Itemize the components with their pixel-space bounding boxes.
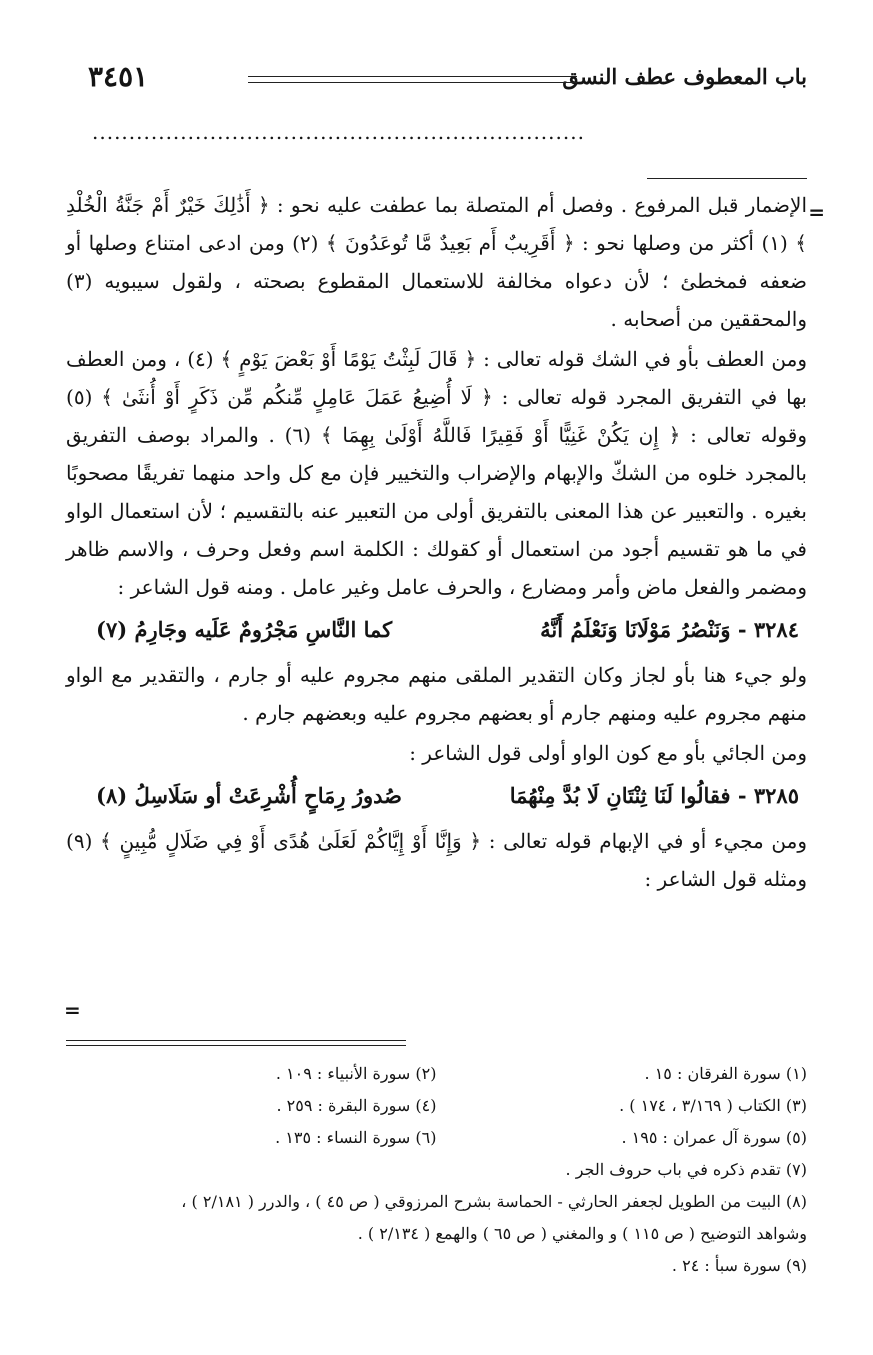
dotted-separator: ................................................................... xyxy=(92,120,585,144)
main-text xyxy=(66,186,807,898)
verse-3284-number: ٣٢٨٤ - xyxy=(737,617,799,642)
paragraph-5: ومن مجيء أو في الإبهام قوله تعالى : ﴿ وَإِنَّا أَوْ إِيَّاكُمْ لَعَلَىٰ هُدًى أَوْ فِي ضَلَالٍ مُّبِينٍ ﴾ (٩) ومثله قول الشاعر : xyxy=(66,829,807,891)
paragraph-1: الإضمار قبل المرفوع . وفصل أم المتصلة بما عطفت عليه نحو : ﴿ أَذَٰلِكَ خَيْرٌ أَمْ جَنَّةُ الْخُلْدِ ﴾ (١) أكثر من وصلها نحو : ﴿ أَقَرِيبٌ أَم بَعِيدٌ مَّا تُوعَدُونَ ﴾ (٢) ومن ادعى امتناع وصلها أو ضعفه فمخطئ ؛ لأن دعواه مخالفة للاستعمال المقطوع بصحته ، ولقول سيبويه (٣) والمحققين من أصحابه . xyxy=(66,193,807,331)
footnote-5: (٥) سورة آل عمران : ١٩٥ . xyxy=(621,1128,807,1147)
footnote-3: (٣) الكتاب ( ٣/١٦٩ ، ١٧٤ ) . xyxy=(619,1096,807,1115)
continuation-mark-top: = xyxy=(808,200,825,224)
paragraph-2: ومن العطف بأو في الشك قوله تعالى : ﴿ قَالَ لَبِثْتُ يَوْمًا أَوْ بَعْضَ يَوْمٍ ﴾ (٤) ، ومن العطف بها في التفريق المجرد قوله تعالى : ﴿ لَا أُضِيعُ عَمَلَ عَامِلٍ مِّنكُم مِّن ذَكَرٍ أَوْ أُنثَىٰ ﴾ (٥) وقوله تعالى : ﴿ إِن يَكُنْ غَنِيًّا أَوْ فَقِيرًا فَاللَّهُ أَوْلَىٰ بِهِمَا ﴾ (٦) . والمراد بوصف التفريق بالمجرد خلوه من الشكّ والإبهام والإضراب والتخيير فإن مع كل واحد منهما تفريقًا مصحوبًا بغيره . والتعبير عن هذا المعنى بالتفريق أولى من التعبير عنه بالتقسيم ؛ لأن استعمال الواو في ما هو تقسيم أجود من استعمال أو كقولك : الكلمة اسم وفعل وحرف ، والاسم ظاهر ومضمر والفعل ماض وأمر ومضارع ، والحرف عامل وغير عامل . ومنه قول الشاعر : xyxy=(66,347,807,599)
page-number: ٣٤٥١ xyxy=(88,60,149,93)
verse-3285-first-hemistich xyxy=(510,776,799,816)
footnote-2: (٢) سورة الأنبياء : ١٠٩ . xyxy=(275,1064,437,1083)
verse-3285-sadr: فقالُوا لَنَا ثِنْتَانِ لَا بُدَّ مِنْهُمَا xyxy=(509,783,731,808)
verse-3284-sadr: وَنَنْصُرُ مَوْلَانَا وَنَعْلَمُ أَنَّهُ xyxy=(540,617,731,642)
footnote-row-3 xyxy=(66,1122,807,1154)
chapter-title: باب المعطوف عطف النسق xyxy=(562,64,807,89)
running-header xyxy=(88,60,807,96)
continuation-rule xyxy=(647,178,807,179)
footnote-9: (٩) سورة سبأ : ٢٤ . xyxy=(671,1256,807,1275)
header-rule xyxy=(248,76,577,83)
footnote-rule xyxy=(66,1040,406,1046)
footnote-6: (٦) سورة النساء : ١٣٥ . xyxy=(275,1128,437,1147)
footnote-4: (٤) سورة البقرة : ٢٥٩ . xyxy=(276,1096,437,1115)
paragraph-3: ولو جيء هنا بأو لجاز وكان التقدير الملقى منهم مجروم عليه أو جارم ، والتقدير مع الواو منهم مجروم عليه ومنهم جارم أو بعضهم مجروم عليه وبعضهم جارم . xyxy=(66,663,807,725)
verse-3285-ajuz: صُدورُ رِمَاحٍ أُشْرِعَتْ أو سَلَاسِلُ (٨) xyxy=(96,783,402,808)
footnote-row-1 xyxy=(66,1058,807,1090)
footnote-8-line-2: وشواهد التوضيح ( ص ١١٥ ) و والمغني ( ص ٦٥ ) والهمع ( ٢/١٣٤ ) . xyxy=(357,1224,807,1243)
footnote-row-2 xyxy=(66,1090,807,1122)
continuation-mark-bottom: = xyxy=(64,998,81,1022)
paragraph-4: ومن الجائي بأو مع كون الواو أولى قول الشاعر : xyxy=(409,741,807,765)
footnotes xyxy=(66,1058,807,1282)
footnote-7: (٧) تقدم ذكره في باب حروف الجر . xyxy=(565,1160,807,1179)
footnote-8-line-1: (٨) البيت من الطويل لجعفر الحارثي - الحماسة بشرح المرزوقي ( ص ٤٥ ) ، والدرر ( ٢/١٨١ ) ، xyxy=(181,1192,807,1211)
footnote-1: (١) سورة الفرقان : ١٥ . xyxy=(644,1064,807,1083)
verse-3284 xyxy=(66,610,807,650)
verse-3284-first-hemistich xyxy=(540,610,799,650)
verse-3284-ajuz: كما النَّاسِ مَجْرُومٌ عَلَيه وجَارِمُ (٧) xyxy=(96,617,393,642)
verse-3285 xyxy=(66,776,807,816)
verse-3285-number: ٣٢٨٥ - xyxy=(737,783,799,808)
